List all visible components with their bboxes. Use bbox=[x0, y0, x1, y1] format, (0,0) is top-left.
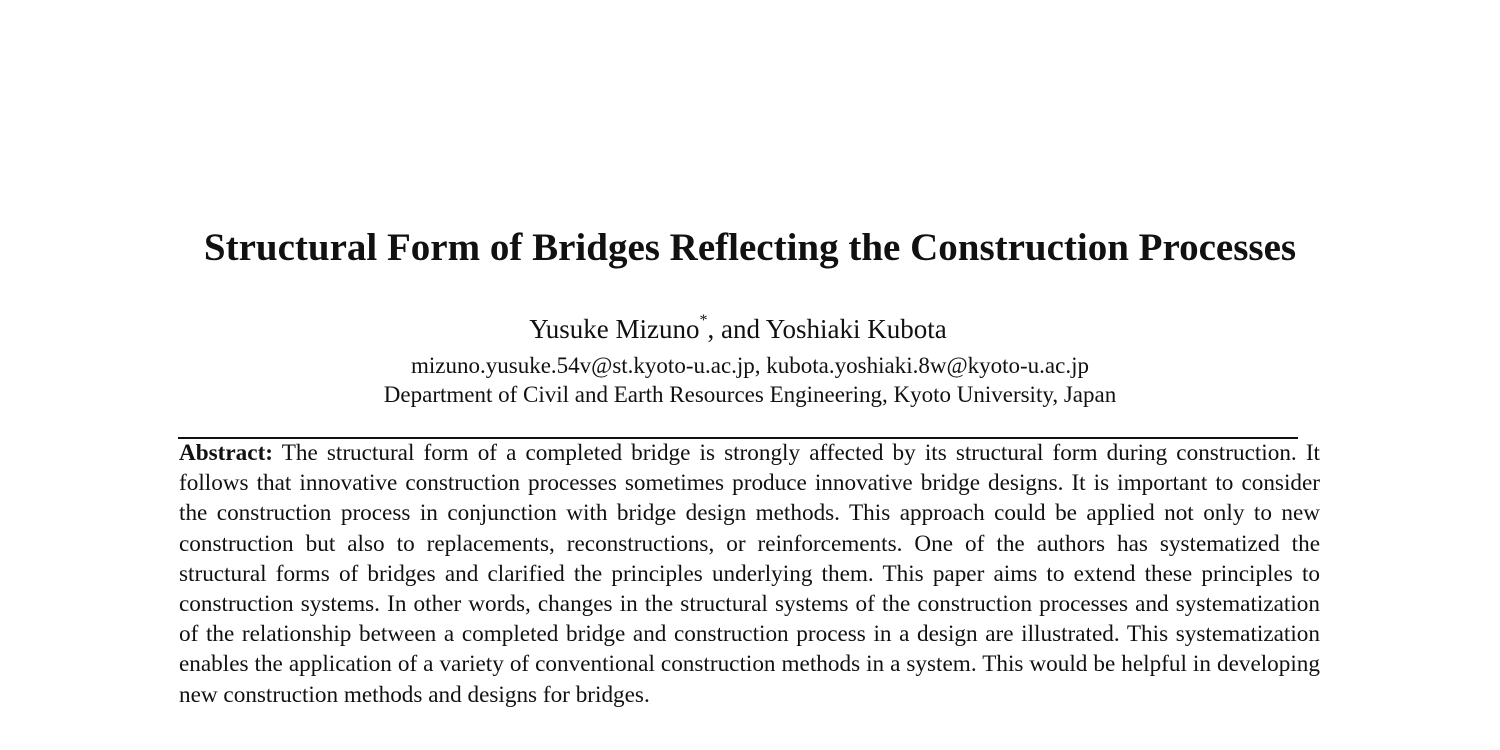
author-line bbox=[0, 309, 1476, 349]
paper-title: Structural Form of Bridges Reflecting the Construction Processes bbox=[203, 226, 1297, 269]
author-affiliation: Department of Civil and Earth Resources Engineering, Kyoto University, Japan bbox=[383, 382, 1117, 407]
author-rest: , and Yoshiaki Kubota bbox=[707, 314, 947, 344]
abstract-paragraph bbox=[179, 438, 1320, 710]
corresponding-author-marker: * bbox=[699, 312, 708, 329]
author-emails: mizuno.yusuke.54v@st.kyoto-u.ac.jp, kubota.yoshiaki.8w@kyoto-u.ac.jp bbox=[411, 353, 1089, 378]
abstract-label: Abstract: bbox=[179, 440, 274, 466]
author-first: Yusuke Mizuno bbox=[529, 314, 700, 344]
abstract-text: The structural form of a completed bridge is strongly affected by its structural form during construction. It follows that innovative construction processes sometimes produce innovative bridge designs. It is important to consider the construction process in conjunction with bridge design methods. This approach could be applied not only to new construction but also to replacements, reconstructions, or reinforcements. One of the authors has systematized the structural forms of bridges and clarified the principles underlying them. This paper aims to extend these principles to construction systems. In other words, changes in the structural systems of the construction processes and systematization of the relationship between a completed bridge and construction process in a design are illustrated. This systematization enables the application of a variety of conventional construction methods in a system. This would be helpful in developing new construction methods and designs for bridges. bbox=[179, 440, 1320, 708]
